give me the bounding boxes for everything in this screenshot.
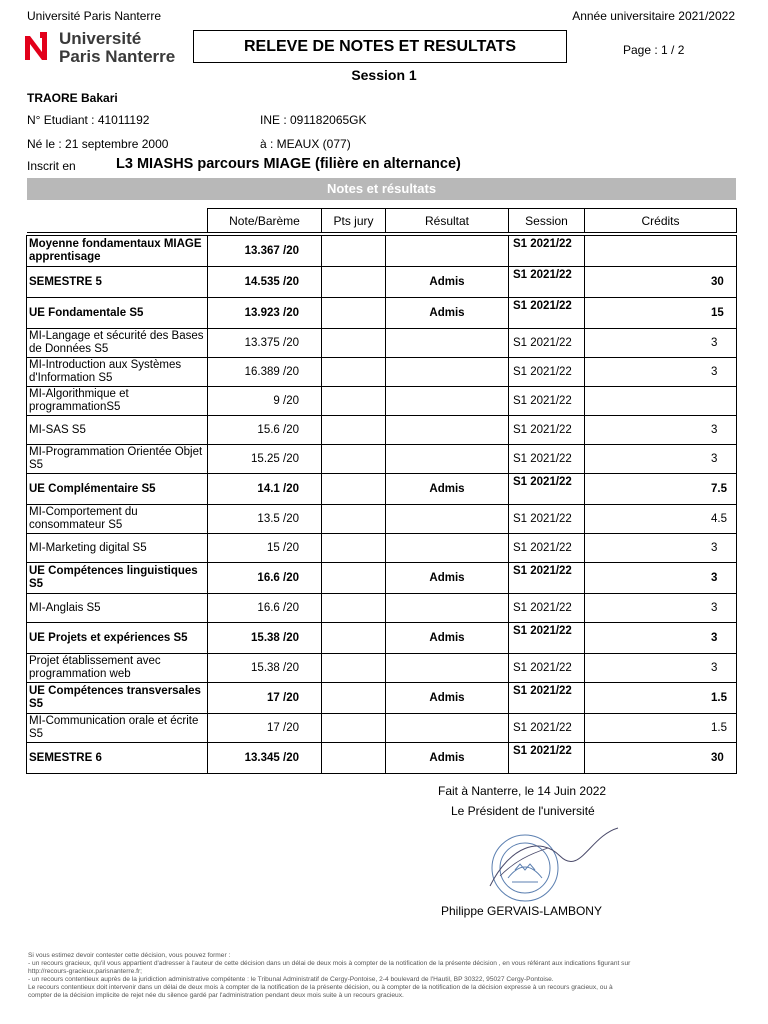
enrolled-label: Inscrit en [27,159,76,173]
row-result: Admis [386,563,509,594]
row-jury [322,474,386,505]
header-result: Résultat [386,209,509,233]
row-session: S1 2021/22 [509,594,585,623]
row-result: Admis [386,683,509,714]
row-session: S1 2021/22 [509,474,585,505]
academic-year: Année universitaire 2021/2022 [572,9,735,23]
header-session: Session [509,209,585,233]
table-row [27,298,737,329]
row-note: 16.389 /20 [208,358,322,387]
row-label: SEMESTRE 5 [27,267,208,298]
row-label: MI-Anglais S5 [27,594,208,623]
row-jury [322,654,386,683]
row-note: 9 /20 [208,387,322,416]
row-note: 15.38 /20 [208,654,322,683]
row-result [386,505,509,534]
row-note: 16.6 /20 [208,563,322,594]
student-ine: INE : 091182065GK [260,113,367,127]
row-jury [322,683,386,714]
footer-line: http://recours-gracieux.parisnanterre.fr; [28,968,142,975]
student-name: TRAORE Bakari [27,91,118,105]
table-header-row [27,209,737,233]
table-row [27,474,737,505]
president-title: Le Président de l'université [451,804,595,818]
row-result: Admis [386,298,509,329]
session-title: Session 1 [351,67,417,83]
row-session: S1 2021/22 [509,236,585,267]
section-title-band: Notes et résultats [27,178,736,200]
row-result [386,236,509,267]
table-row [27,387,737,416]
row-credits: 1.5 [585,683,737,714]
row-session: S1 2021/22 [509,654,585,683]
row-label: SEMESTRE 6 [27,743,208,774]
row-jury [322,743,386,774]
row-label: MI-SAS S5 [27,416,208,445]
row-note: 17 /20 [208,714,322,743]
row-label: MI-Algorithmique et programmationS5 [27,387,208,416]
row-credits: 3 [585,623,737,654]
table-row [27,505,737,534]
university-name: Université Paris Nanterre [27,9,162,23]
row-label: MI-Marketing digital S5 [27,534,208,563]
birth-date: Né le : 21 septembre 2000 [27,137,169,151]
row-label: UE Projets et expériences S5 [27,623,208,654]
row-credits: 3 [585,329,737,358]
row-result: Admis [386,743,509,774]
logo-mark-icon [25,32,47,62]
row-session: S1 2021/22 [509,358,585,387]
row-credits: 30 [585,743,737,774]
row-result [386,534,509,563]
row-credits [585,387,737,416]
row-note: 17 /20 [208,683,322,714]
row-session: S1 2021/22 [509,714,585,743]
row-result [386,358,509,387]
header-jury: Pts jury [322,209,386,233]
row-jury [322,623,386,654]
row-jury [322,358,386,387]
table-row [27,563,737,594]
row-result [386,387,509,416]
row-credits: 3 [585,654,737,683]
row-note: 14.1 /20 [208,474,322,505]
row-session: S1 2021/22 [509,563,585,594]
row-credits: 7.5 [585,474,737,505]
row-session: S1 2021/22 [509,534,585,563]
place-date: Fait à Nanterre, le 14 Juin 2022 [438,784,607,798]
row-result: Admis [386,623,509,654]
student-number: N° Etudiant : 41011192 [27,113,150,127]
row-label: MI-Programmation Orientée Objet S5 [27,445,208,474]
row-result [386,416,509,445]
logo-text-line1: Université [59,29,142,48]
row-credits: 3 [585,594,737,623]
row-jury [322,714,386,743]
table-row [27,594,737,623]
row-credits: 3 [585,563,737,594]
header-credits: Crédits [585,209,737,233]
row-session: S1 2021/22 [509,267,585,298]
table-row [27,534,737,563]
row-jury [322,534,386,563]
row-jury [322,298,386,329]
row-jury [322,329,386,358]
row-jury [322,236,386,267]
row-result [386,329,509,358]
page-number: Page : 1 / 2 [623,43,685,57]
row-jury [322,505,386,534]
row-jury [322,416,386,445]
table-row [27,683,737,714]
row-jury [322,445,386,474]
row-note: 14.535 /20 [208,267,322,298]
footer-line: Si vous estimez devoir contester cette décision, vous pouvez former : [28,952,231,959]
row-session: S1 2021/22 [509,416,585,445]
row-note: 15 /20 [208,534,322,563]
row-jury [322,387,386,416]
row-session: S1 2021/22 [509,445,585,474]
row-result [386,654,509,683]
row-result: Admis [386,474,509,505]
table-row [27,267,737,298]
row-note: 13.5 /20 [208,505,322,534]
row-result [386,714,509,743]
table-row [27,236,737,267]
row-label: MI-Introduction aux Systèmes d'Information S5 [27,358,208,387]
row-session: S1 2021/22 [509,329,585,358]
document-title: RELEVE DE NOTES ET RESULTATS [193,30,567,63]
header-note: Note/Barème [208,209,322,233]
row-session: S1 2021/22 [509,298,585,329]
row-credits: 4.5 [585,505,737,534]
row-label: MI-Communication orale et écrite S5 [27,714,208,743]
row-note: 13.345 /20 [208,743,322,774]
row-note: 16.6 /20 [208,594,322,623]
row-credits [585,236,737,267]
row-jury [322,563,386,594]
table-row [27,358,737,387]
row-jury [322,267,386,298]
row-note: 13.375 /20 [208,329,322,358]
row-result [386,594,509,623]
row-credits: 3 [585,445,737,474]
row-note: 15.25 /20 [208,445,322,474]
row-session: S1 2021/22 [509,387,585,416]
row-credits: 1.5 [585,714,737,743]
footer-line: - un recours gracieux, qu'il vous appartient d'adresser à l'auteur de cette décision dans un délai de deux mois à compter de la notification de la présente décision , en vous référant aux indications figurant sur [28,960,631,967]
signer-name: Philippe GERVAIS-LAMBONY [441,904,602,918]
footer-line: Le recours contentieux doit intervenir dans un délai de deux mois à compter de la notification de la présente décision, ou à compter de la notification de la décision expresse à un recours gracieux, ou à [28,984,613,991]
table-row [27,329,737,358]
row-session: S1 2021/22 [509,743,585,774]
row-label: MI-Langage et sécurité des Bases de Données S5 [27,329,208,358]
legal-footer [28,952,744,1000]
row-label: UE Compétences transversales S5 [27,683,208,714]
row-label: UE Complémentaire S5 [27,474,208,505]
row-credits: 30 [585,267,737,298]
university-logo [25,30,185,66]
birth-place: à : MEAUX (077) [260,137,351,151]
header-label [27,209,208,233]
row-label: UE Fondamentale S5 [27,298,208,329]
table-row [27,743,737,774]
row-note: 13.923 /20 [208,298,322,329]
row-session: S1 2021/22 [509,505,585,534]
table-row [27,445,737,474]
table-row [27,623,737,654]
row-label: Projet établissement avec programmation web [27,654,208,683]
row-credits: 3 [585,534,737,563]
row-note: 13.367 /20 [208,236,322,267]
row-jury [322,594,386,623]
footer-line: compter de la décision implicite de rejet née du silence gardé par l'administration pendant deux mois suite à un recours gracieux. [28,992,404,999]
table-row [27,416,737,445]
row-result: Admis [386,267,509,298]
logo-text-line2: Paris Nanterre [59,47,176,66]
row-credits: 3 [585,358,737,387]
row-credits: 3 [585,416,737,445]
row-session: S1 2021/22 [509,623,585,654]
grades-table [26,208,737,774]
row-note: 15.6 /20 [208,416,322,445]
table-row [27,654,737,683]
university-seal-signature [470,826,620,906]
row-note: 15.38 /20 [208,623,322,654]
table-row [27,714,737,743]
row-label: UE Compétences linguistiques S5 [27,563,208,594]
footer-line: - un recours contentieux auprès de la juridiction administrative compétente : le Tribunal Administratif de Cergy-Pontoise, 2-4 boulevard de l'Hautil, BP 30322, 95027 Cergy-Pontoise. [28,976,554,983]
row-label: MI-Comportement du consommateur S5 [27,505,208,534]
row-session: S1 2021/22 [509,683,585,714]
row-result [386,445,509,474]
row-credits: 15 [585,298,737,329]
row-label: Moyenne fondamentaux MIAGE apprentisage [27,236,208,267]
program-name: L3 MIASHS parcours MIAGE (filière en alternance) [116,156,461,172]
